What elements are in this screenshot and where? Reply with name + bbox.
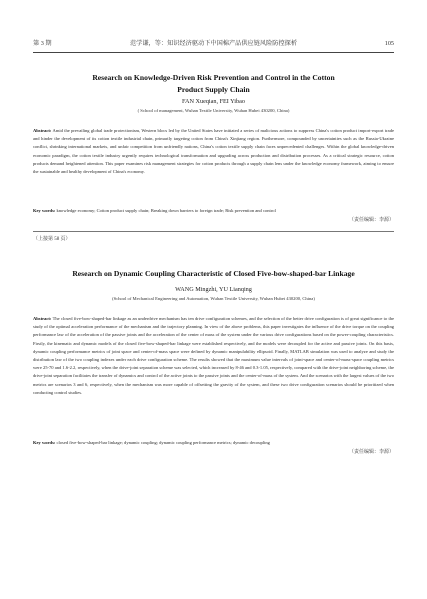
article1-editor-note: （责任编辑：李源） (348, 218, 394, 223)
section-divider (33, 231, 394, 232)
article2-editor-note: （责任编辑：李源） (348, 450, 394, 455)
article1-authors: FAN Xueqian, FEI Yibao (182, 98, 245, 105)
article2-abstract (33, 315, 394, 397)
article2-title: Research on Dynamic Coupling Characteristic of Closed Five-bow-shaped-bar Linkage (72, 269, 355, 278)
header-divider (33, 52, 394, 53)
issue-number: 第 3 期 (33, 40, 52, 47)
article1-abstract-label: Abstract: (33, 128, 52, 133)
article1-title-line2: Product Supply Chain (177, 84, 250, 94)
running-header (33, 38, 394, 50)
article1-keywords-text: knowledge economy; Cotton product supply chain; Breaking down barriers to foreign trade; Risk prevention and control (56, 208, 276, 213)
article2-abstract-label: Abstract: (33, 316, 52, 321)
article1-abstract (33, 127, 394, 176)
article2-affiliation: (School of Mechanical Engineering and Automation, Wuhan Textile University, Wuhan Hubei 430200, China) (112, 296, 315, 301)
page-number: 105 (384, 40, 394, 47)
article1-keywords-label: Key words: (33, 208, 56, 213)
running-title: 范学谦，等：知识经济驱动下中国棉产品供应链风险防控探析 (129, 40, 298, 47)
article1-title-line1: Research on Knowledge-Driven Risk Prevention and Control in the Cotton (92, 73, 335, 82)
article1-keywords (33, 207, 394, 215)
article2-keywords-text: closed five-bow-shaped-bar linkage; dynamic coupling; dynamic coupling performance metrics; dynamic decoupling (56, 440, 270, 445)
article2-keywords (33, 439, 394, 447)
continued-from-note: （上接第 58 页） (33, 237, 71, 242)
article1-affiliation: ( School of management, Wuhan Textile University, Wuhan Hubei 430200, China) (137, 108, 290, 113)
article1-title (40, 72, 387, 95)
article2-abstract-text: The closed five-bow-shaped-bar linkage as an underdrive mechanism has ten drive configuration schemes, and the selection of the better drive configuration is of great significance to the study of the optimal acceleration performance of the mechanism and the trajectory planning. In view of the above problems, this paper investigates the influence of the drive torque on the coupling performance law of the acceleration of the passive joints and the acceleration of the center of mass of the system under the various drive configurations based on the power-coupling characteristics. Firstly, the kinematic and dynamic models of the closed five-bow-shaped-bar linkage were established respectively, and the models were decoupled for the active and passive joints. On this basis, dynamic coupling performance metrics of joint space and center-of-mass space were defined by dynamic manipulability ellipsoid. Finally, MATLAB simulation was used to analyze and study the distribution law of the two coupling indexes under each drive configuration scheme. The results showed that the maximum value intervals of joint-space and center-of-mass-space coupling metrics were 25-70 and 1.6-2.2, respectively, when the drive-joint separation scheme was selected, which increased by 8-46 and 0.3-1.05, respectively, compared with the drive-joint neighboring scheme, the drive-joint separation facilitates the transfer of dynamics and control of the active joints to the passive joints and the center-of-mass of the system. And the scenarios with the largest values of the two metrics are scenarios 3 and 6, respectively, when the mechanism was more capable of offsetting the gravity of the system, and these two drive configuration scenarios should be prioritized when conducting control studies. (33, 316, 395, 395)
article1-abstract-text: Amid the prevailing global trade protectionism, Western blocs led by the United States have initiated a series of malicious actions to suppress China's cotton product import-export trade and hinder the development of its cotton textile industrial chain, primarily targeting cotton from China's Xinjiang region. Furthermore, compounded by uncertainties such as the Russia-Ukraine conflict, shrinking international markets, and unfair competition from unfriendly nations, China's cotton textile supply chain faces unprecedented challenges. Within the global knowledge-driven economic paradigm, the cotton textile industry urgently requires technological transformation and upgrading across production and distribution processes. As a critical strategic resource, cotton products demand heightened attention. This paper examines risk management strategies for cotton products through a supply chain lens under the knowledge economy framework, aiming to ensure the sustainable and healthy development of China's economy. (33, 128, 394, 175)
article2-keywords-label: Key words: (33, 440, 56, 445)
article2-authors: WANG Mingzhi, YU Lianqing (175, 286, 252, 293)
